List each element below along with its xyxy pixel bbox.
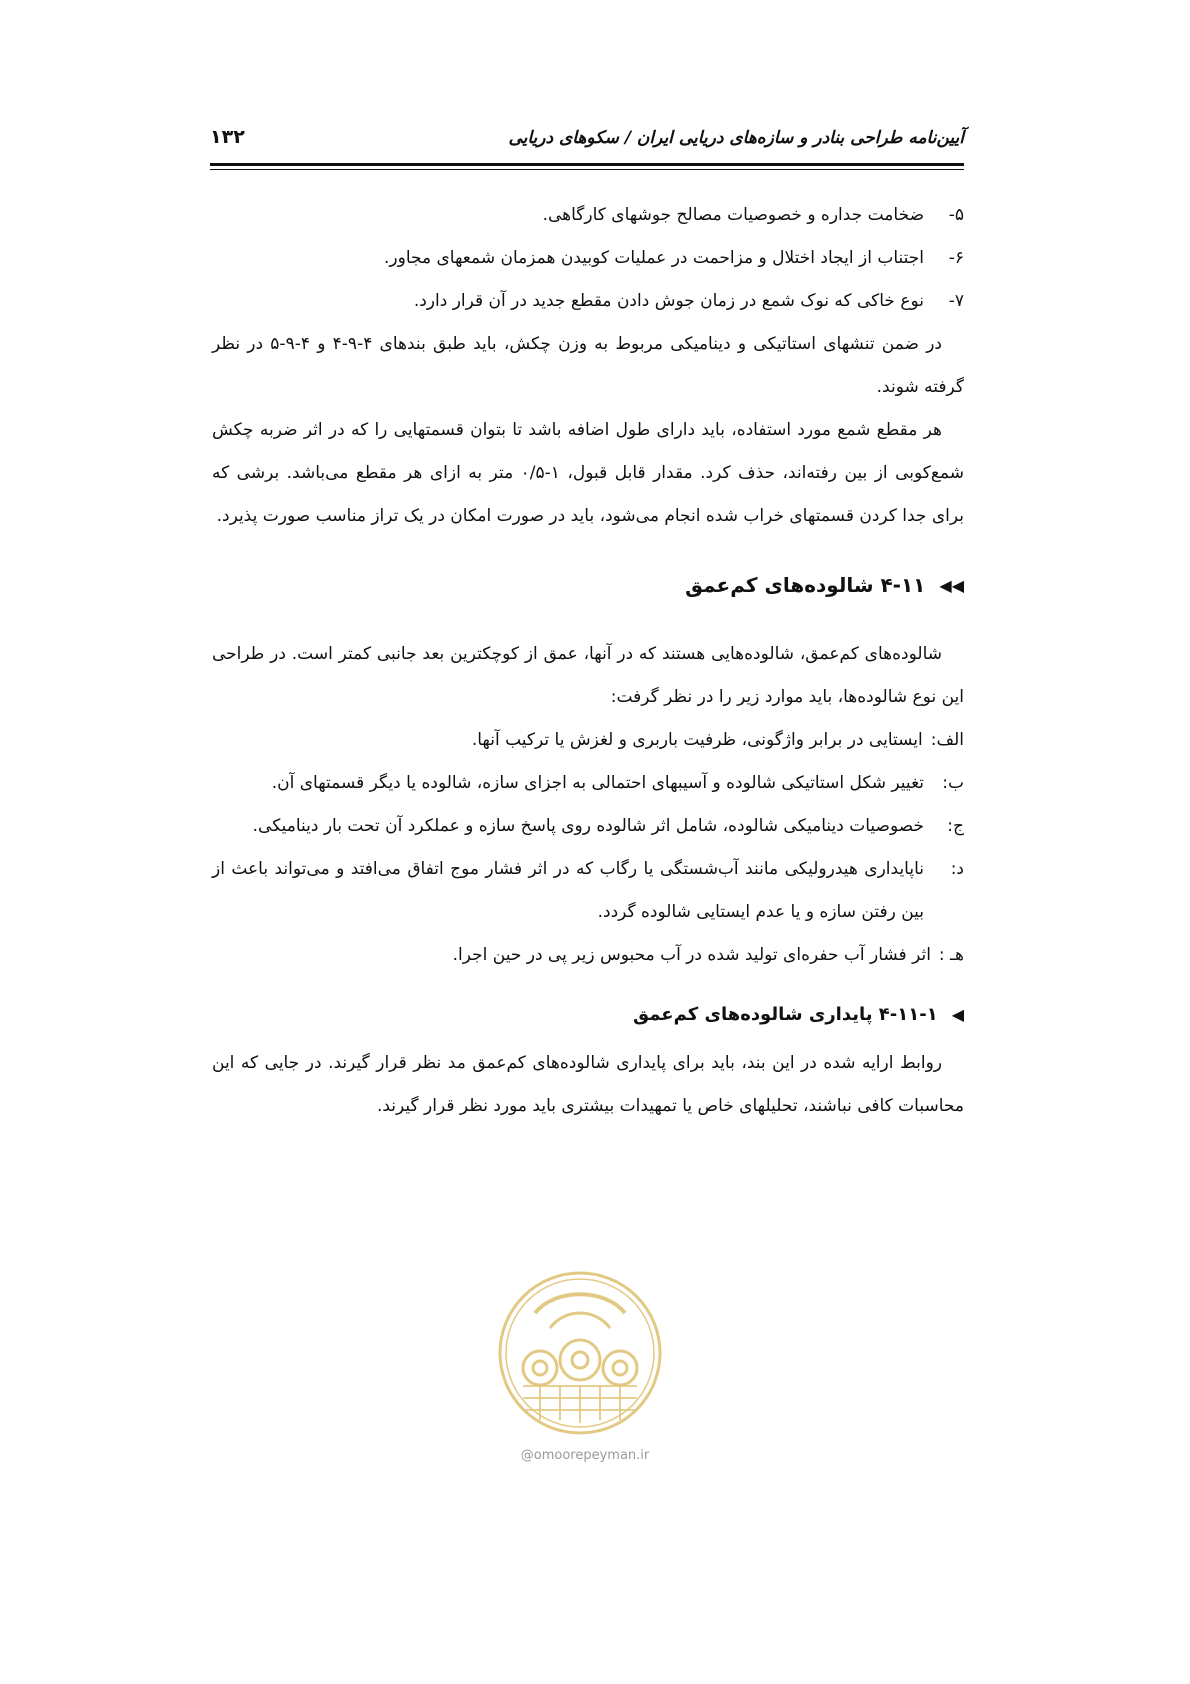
subsection-paragraph: روابط ارایه شده در این بند، باید برای پایداری شالوده‌های کم‌عمق مد نظر قرار گیرند. در جایی که این محاسبات کافی نباشند، تحلیلهای خاص یا تمهیدات بیشتری باید مورد نظر قرار گیرند.: [212, 1053, 964, 1116]
list-marker: هـ :: [938, 945, 964, 965]
page-number: ۱۳۲: [210, 126, 245, 148]
watermark-logo-icon: [495, 1268, 665, 1438]
list-marker: ج:: [947, 816, 964, 836]
list-marker: ۵-: [948, 205, 964, 225]
list-item: [212, 762, 964, 805]
list-marker: ۷-: [948, 291, 964, 311]
list-text: ایستایی در برابر واژگونی، ظرفیت باربری و لغزش یا ترکیب آنها.: [471, 730, 923, 750]
list-item: [212, 237, 964, 280]
watermark-url: @omoorepeyman.ir: [520, 1448, 650, 1463]
list-item: [212, 280, 964, 323]
section-heading: [212, 564, 964, 607]
list-text: خصوصیات دینامیکی شالوده، شامل اثر شالوده روی پاسخ سازه و عملکرد آن تحت بار دینامیکی.: [252, 816, 924, 836]
subsection-title: ۴-۱۱-۱ پایداری شالوده‌های کم‌عمق: [633, 1004, 938, 1025]
list-text: اجتناب از ایجاد اختلال و مزاحمت در عملیات کوبیدن همزمان شمعهای مجاور.: [384, 248, 924, 268]
list-text: اثر فشار آب حفره‌ای تولید شده در آب محبوس زیر پی در حین اجرا.: [452, 945, 931, 965]
arrow-icon: ◀: [951, 1004, 964, 1024]
page-body: [212, 194, 964, 1128]
paragraph-hammer-stress: در ضمن تنشهای استاتیکی و دینامیکی مربوط به وزن چکش، باید طبق بندهای ۴-۹-۴ و ۴-۹-۵ در نظر گرفته شوند.: [212, 334, 964, 397]
list-item: [212, 194, 964, 237]
list-marker: ب:: [942, 773, 964, 793]
list-text: ناپایداری هیدرولیکی مانند آب‌شستگی یا رگاب که در اثر فشار موج اتفاق می‌افتد و می‌تواند باعث از بین رفتن سازه و یا عدم ایستایی شالوده گردد.: [212, 859, 924, 922]
section-title: ۴-۱۱ شالوده‌های کم‌عمق: [685, 573, 926, 597]
list-marker: الف:: [930, 730, 964, 750]
header-rule-thin: [210, 169, 964, 170]
double-arrow-icon: ◀◀: [939, 575, 964, 595]
page-header: [210, 126, 964, 162]
list-item: [212, 934, 964, 977]
list-item: [212, 719, 964, 762]
section-intro: شالوده‌های کم‌عمق، شالوده‌هایی هستند که در آنها، عمق از کوچکترین بعد جانبی کمتر است. در طراحی این نوع شالوده‌ها، باید موارد زیر را در نظر گرفت:: [212, 644, 964, 707]
list-item: [212, 848, 964, 934]
paragraph-pile-length: هر مقطع شمع مورد استفاده، باید دارای طول اضافه باشد تا بتوان قسمتهایی را که در اثر ضربه چکش شمع‌کوبی از بین رفته‌اند، حذف کرد. مقدار قابل قبول، ۱-۰/۵ متر به ازای هر مقطع می‌باشد. برشی که برای جدا کردن قسمتهای خراب شده انجام می‌شود، باید در صورت امکان در یک تراز مناسب صورت پذیرد.: [212, 420, 964, 526]
list-marker: ۶-: [948, 248, 964, 268]
subsection-heading: [212, 993, 964, 1036]
running-title: آیین‌نامه طراحی بنادر و سازه‌های دریایی ایران / سکوهای دریایی: [508, 128, 964, 148]
list-text: تغییر شکل استاتیکی شالوده و آسیبهای احتمالی به اجزای سازه، شالوده یا دیگر قسمتهای آن.: [271, 773, 924, 793]
list-text: ضخامت جداره و خصوصیات مصالح جوشهای کارگاهی.: [542, 205, 924, 225]
list-item: [212, 805, 964, 848]
list-text: نوع خاکی که نوک شمع در زمان جوش دادن مقطع جدید در آن قرار دارد.: [413, 291, 924, 311]
list-marker: د:: [950, 859, 964, 879]
header-rule-thick: [210, 163, 964, 166]
